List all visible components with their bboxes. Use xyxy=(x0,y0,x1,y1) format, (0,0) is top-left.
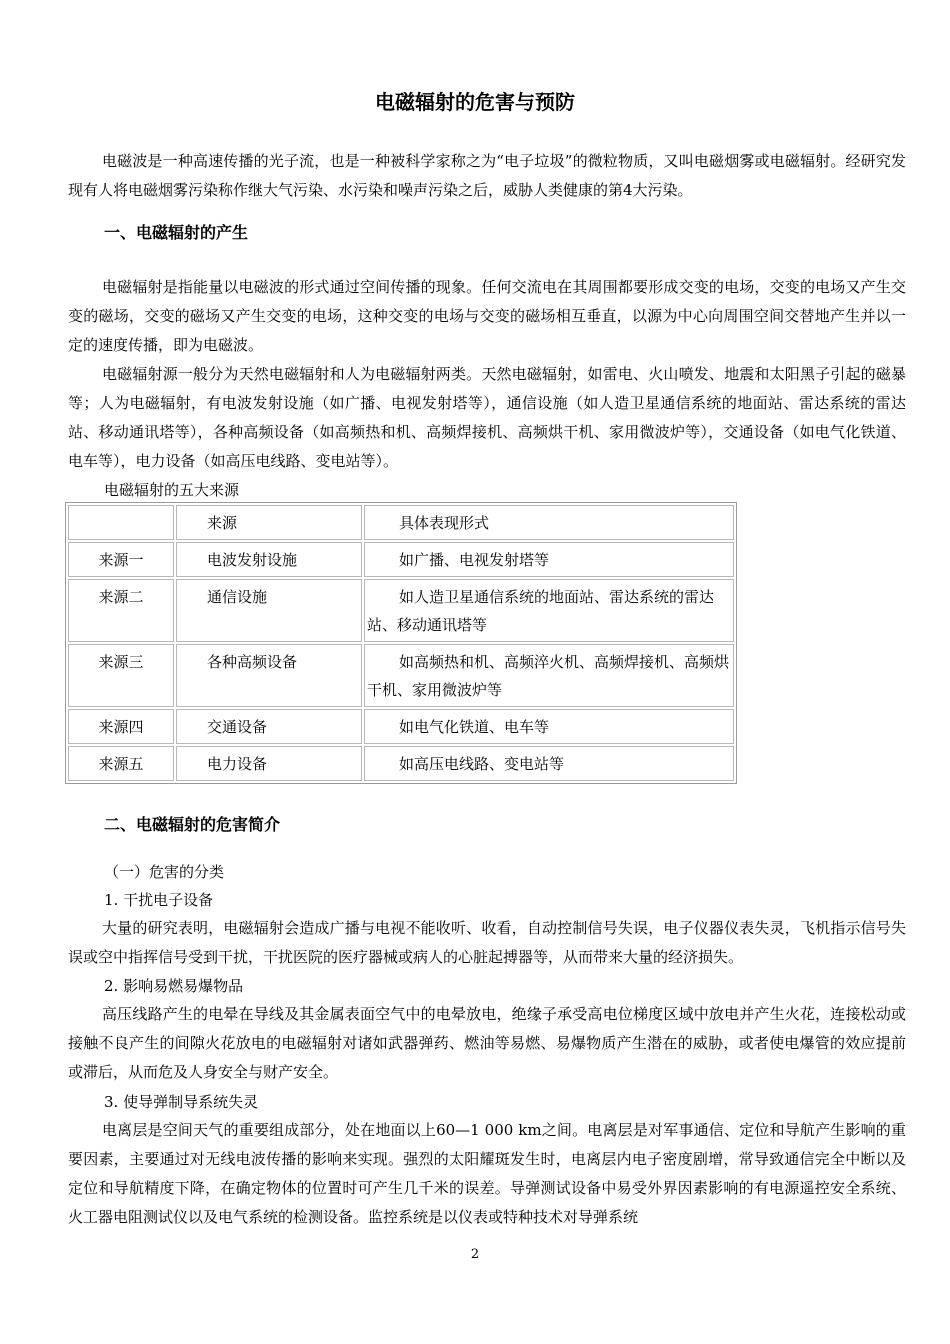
table-cell: 电波发射设施 xyxy=(176,542,362,577)
intro-paragraph: 电磁波是一种高速传播的光子流，也是一种被科学家称之为“电子垃圾”的微粒物质，又叫电磁烟雾或电磁辐射。经研究发现有人将电磁烟雾污染称作继大气污染、水污染和噪声污染之后，威胁人类健康的第4大污染。 xyxy=(68,152,906,199)
table-cell: 来源一 xyxy=(68,542,174,577)
item2-paragraph: 高压线路产生的电晕在导线及其金属表面空气中的电晕放电，绝缘子承受高电位梯度区域中放电并产生火花，连接松动或接触不良产生的间隙火花放电的电磁辐射对诸如武器弹药、燃油等易燃、易爆物质产生潜在的威胁，或者使电爆管的效应提前或滞后，从而危及人身安全与财产安全。 xyxy=(68,1005,906,1081)
table-header-cell: 具体表现形式 xyxy=(364,505,734,540)
section1-paragraph-1: 电磁辐射是指能量以电磁波的形式通过空间传播的现象。任何交流电在其周围都要形成交变的电场，交变的电场又产生交变的磁场，交变的磁场又产生交变的电场，这种交变的电场与交变的磁场相互垂直，以源为中心向周围空间交替地产生并以一定的速度传播，即为电磁波。 xyxy=(68,278,906,354)
table-cell: 来源二 xyxy=(68,579,174,642)
table-cell: 来源四 xyxy=(68,709,174,744)
table-header-cell: 来源 xyxy=(176,505,362,540)
table-cell: 如高压电线路、变电站等 xyxy=(364,746,734,781)
table-cell: 来源三 xyxy=(68,644,174,707)
table-cell: 电力设备 xyxy=(176,746,362,781)
item3-title: 3. 使导弹制导系统失灵 xyxy=(104,1093,259,1111)
subsection-heading: （一）危害的分类 xyxy=(104,863,225,881)
table-row xyxy=(68,644,734,707)
page-number: 2 xyxy=(470,1247,480,1262)
page-title: 电磁辐射的危害与预防 xyxy=(375,90,575,114)
section2-heading: 二、电磁辐射的危害简介 xyxy=(104,815,281,834)
table-caption: 电磁辐射的五大来源 xyxy=(104,481,240,499)
item1-paragraph: 大量的研究表明，电磁辐射会造成广播与电视不能收听、收看，自动控制信号失误，电子仪器仪表失灵，飞机指示信号失误或空中指挥信号受到干扰，干扰医院的医疗器械或病人的心脏起搏器等，从而带来大量的经济损失。 xyxy=(68,919,906,966)
sources-table xyxy=(65,502,737,784)
table-row xyxy=(68,709,734,744)
table-cell: 如高频热和机、高频淬火机、高频焊接机、高频烘干机、家用微波炉等 xyxy=(364,644,734,707)
table-row xyxy=(68,746,734,781)
table-cell: 交通设备 xyxy=(176,709,362,744)
table-row xyxy=(68,579,734,642)
item3-paragraph: 电离层是空间天气的重要组成部分，处在地面以上60—1 000 km之间。电离层是对军事通信、定位和导航产生影响的重要因素，主要通过对无线电波传播的影响来实现。强烈的太阳耀斑发生时，电离层内电子密度剧增，常导致通信完全中断以及定位和导航精度下降，在确定物体的位置时可产生几千米的误差。导弹测试设备中易受外界因素影响的有电源遥控安全系统、火工器电阻测试仪以及电气系统的检测设备。监控系统是以仪表或特种技术对导弹系统 xyxy=(68,1121,906,1226)
table-row xyxy=(68,542,734,577)
item2-title: 2. 影响易燃易爆物品 xyxy=(104,977,244,995)
table-header-row xyxy=(68,505,734,540)
table-cell: 如人造卫星通信系统的地面站、雷达系统的雷达站、移动通讯塔等 xyxy=(364,579,734,642)
table-cell: 如电气化铁道、电车等 xyxy=(364,709,734,744)
table-cell: 来源五 xyxy=(68,746,174,781)
table-header-cell xyxy=(68,505,174,540)
section1-heading: 一、电磁辐射的产生 xyxy=(104,223,249,242)
table-cell: 如广播、电视发射塔等 xyxy=(364,542,734,577)
table-cell: 通信设施 xyxy=(176,579,362,642)
table-cell: 各种高频设备 xyxy=(176,644,362,707)
section1-paragraph-2: 电磁辐射源一般分为天然电磁辐射和人为电磁辐射两类。天然电磁辐射，如雷电、火山喷发、地震和太阳黑子引起的磁暴等；人为电磁辐射，有电波发射设施（如广播、电视发射塔等），通信设施（如人造卫星通信系统的地面站、雷达系统的雷达站、移动通讯塔等），各种高频设备（如高频热和机、高频焊接机、高频烘干机、家用微波炉等），交通设备（如电气化铁道、电车等），电力设备（如高压电线路、变电站等）。 xyxy=(68,365,906,470)
item1-title: 1. 干扰电子设备 xyxy=(104,891,214,909)
